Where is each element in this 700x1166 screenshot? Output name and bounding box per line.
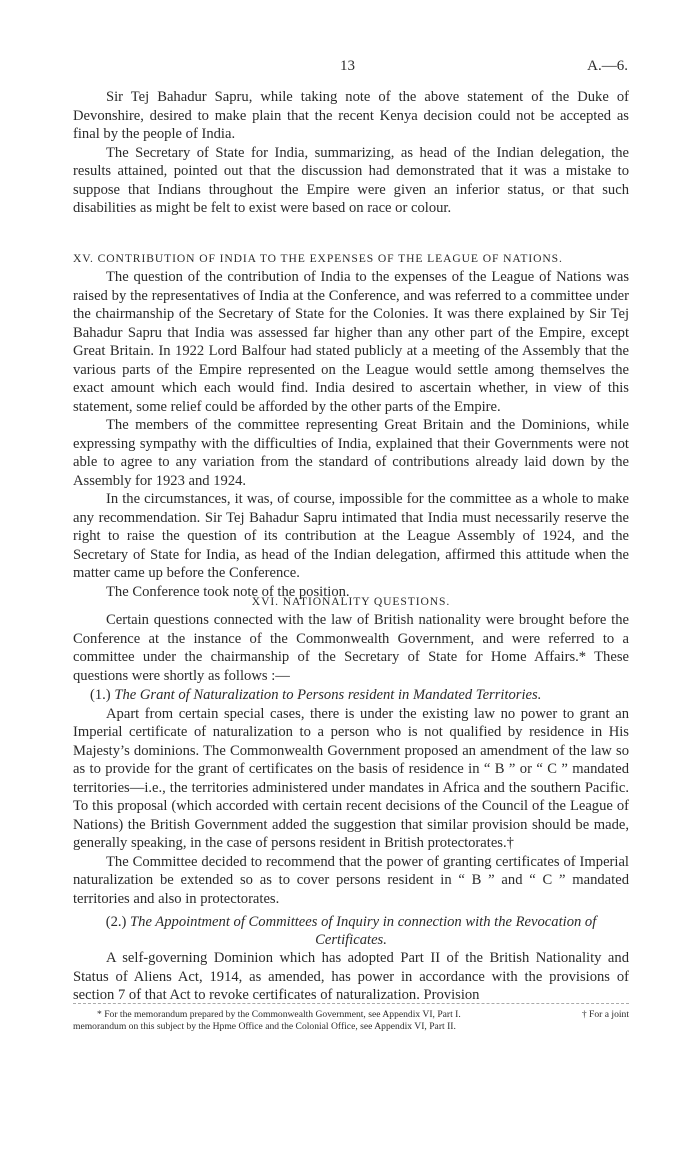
subsection-title: (2.) The Appointment of Committees of Inquiry in connection with the Revocation of Certificates. bbox=[105, 914, 597, 948]
paragraph: In the circumstances, it was, of course, impossible for the committee as a whole to make any recommendation. Sir Tej Bahadur Sapru intimated that India must necessarily reserve the right to raise the question of its contribution at the League Assembly of 1924, and the Secretary of State for India, as head of the Indian delegation, affirmed this attitude when the matter came up before the Conference. bbox=[73, 491, 629, 581]
paragraph: The members of the committee representing Great Britain and the Dominions, while expressing sympathy with the difficulties of India, explained that their Governments were not able to agree to any variation from the standard of contributions already laid down by the Assembly for 1923 and 1924. bbox=[73, 417, 629, 489]
paragraph: The Conference took note of the position. bbox=[106, 583, 350, 600]
section-heading: XVI. NATIONALITY QUESTIONS. bbox=[251, 595, 451, 608]
footnote-dagger: † For a joint bbox=[581, 1009, 629, 1020]
intro-section bbox=[73, 88, 629, 218]
paragraph: Certain questions connected with the law of British nationality were brought before the Conference at the instance of the Commonwealth Government, and were referred to a committee under the chairmanship of the Secretary of State for Home Affairs.* These questions were shortly as follows :— bbox=[73, 612, 629, 684]
subsection-1 bbox=[73, 687, 629, 908]
paragraph: Apart from certain special cases, there is under the existing law no power to grant an Imperial certificate of naturalization to a person who is not qualified by residence in His Majesty’s dominions. The Commonwealth Government proposed an amendment of the law so as to provide for the grant of certificates on the basis of residence in “ B ” or “ C ” mandated territories—i.e., the territories administered under mandates in Africa and the southern Pacific. To this proposal (which accorded with certain recent decisions of the Council of the League of Nations) the British Government added the suggestion that similar provision should be made, generally speaking, in the case of persons resident in British protectorates.† bbox=[73, 705, 629, 851]
page-number: 13 bbox=[340, 58, 355, 74]
paragraph: The question of the contribution of India to the expenses of the League of Nations was raised by the representatives of India at the Conference, and was referred to a committee under the chairmanship of the Secretary of State for the Colonies. It was there explained by Sir Tej Bahadur Sapru that India was assessed far higher than any other part of the Empire, except Great Britain. In 1922 Lord Balfour had stated publicly at a meeting of the Assembly that the various parts of the Empire represented on the League would settle among themselves the exact amount which each would find. India desired to ascertain whether, in view of this statement, some relief could be afforded by the other parts of the Empire. bbox=[73, 269, 629, 415]
paragraph: A self-governing Dominion which has adopted Part II of the British Nationality and Status of Aliens Act, 1914, as amended, has power in accordance with the provisions of section 7 of that Act to revoke certificates of naturalization. Provision bbox=[73, 950, 629, 1003]
footnote-continuation: memorandum on this subject by the Hpme Office and the Colonial Office, see Appendix VI, Part II. bbox=[73, 1021, 456, 1032]
section-xvi bbox=[73, 593, 629, 685]
subsection-title: (1.) The Grant of Naturalization to Persons resident in Mandated Territories. bbox=[90, 687, 542, 703]
footnote-star: * For the memorandum prepared by the Commonwealth Government, see Appendix VI, Part I. bbox=[97, 1009, 461, 1020]
footnotes bbox=[73, 1009, 629, 1033]
paragraph: The Secretary of State for India, summarizing, as head of the Indian delegation, the results attained, pointed out that the discussion had demonstrated that it was a mistake to suppose that Indians throughout the Empire were given an inferior status, or that such disabilities as might be felt to exist were based on race or colour. bbox=[73, 144, 629, 216]
paragraph: The Committee decided to recommend that the power of granting certificates of Imperial naturalization be extended so as to cover persons resident in “ B ” and “ C ” mandated territories and also in protectorates. bbox=[73, 853, 629, 907]
subsection-2 bbox=[73, 914, 629, 1005]
document-reference: A.—6. bbox=[587, 58, 628, 74]
paragraph: Sir Tej Bahadur Sapru, while taking note of the above statement of the Duke of Devonshire, desired to make plain that the recent Kenya decision could not be accepted as final by the people of India. bbox=[73, 89, 629, 142]
section-xv bbox=[73, 250, 629, 601]
footnote-divider bbox=[73, 1003, 629, 1004]
section-heading: XV. CONTRIBUTION OF INDIA TO THE EXPENSES OF THE LEAGUE OF NATIONS. bbox=[73, 252, 563, 265]
